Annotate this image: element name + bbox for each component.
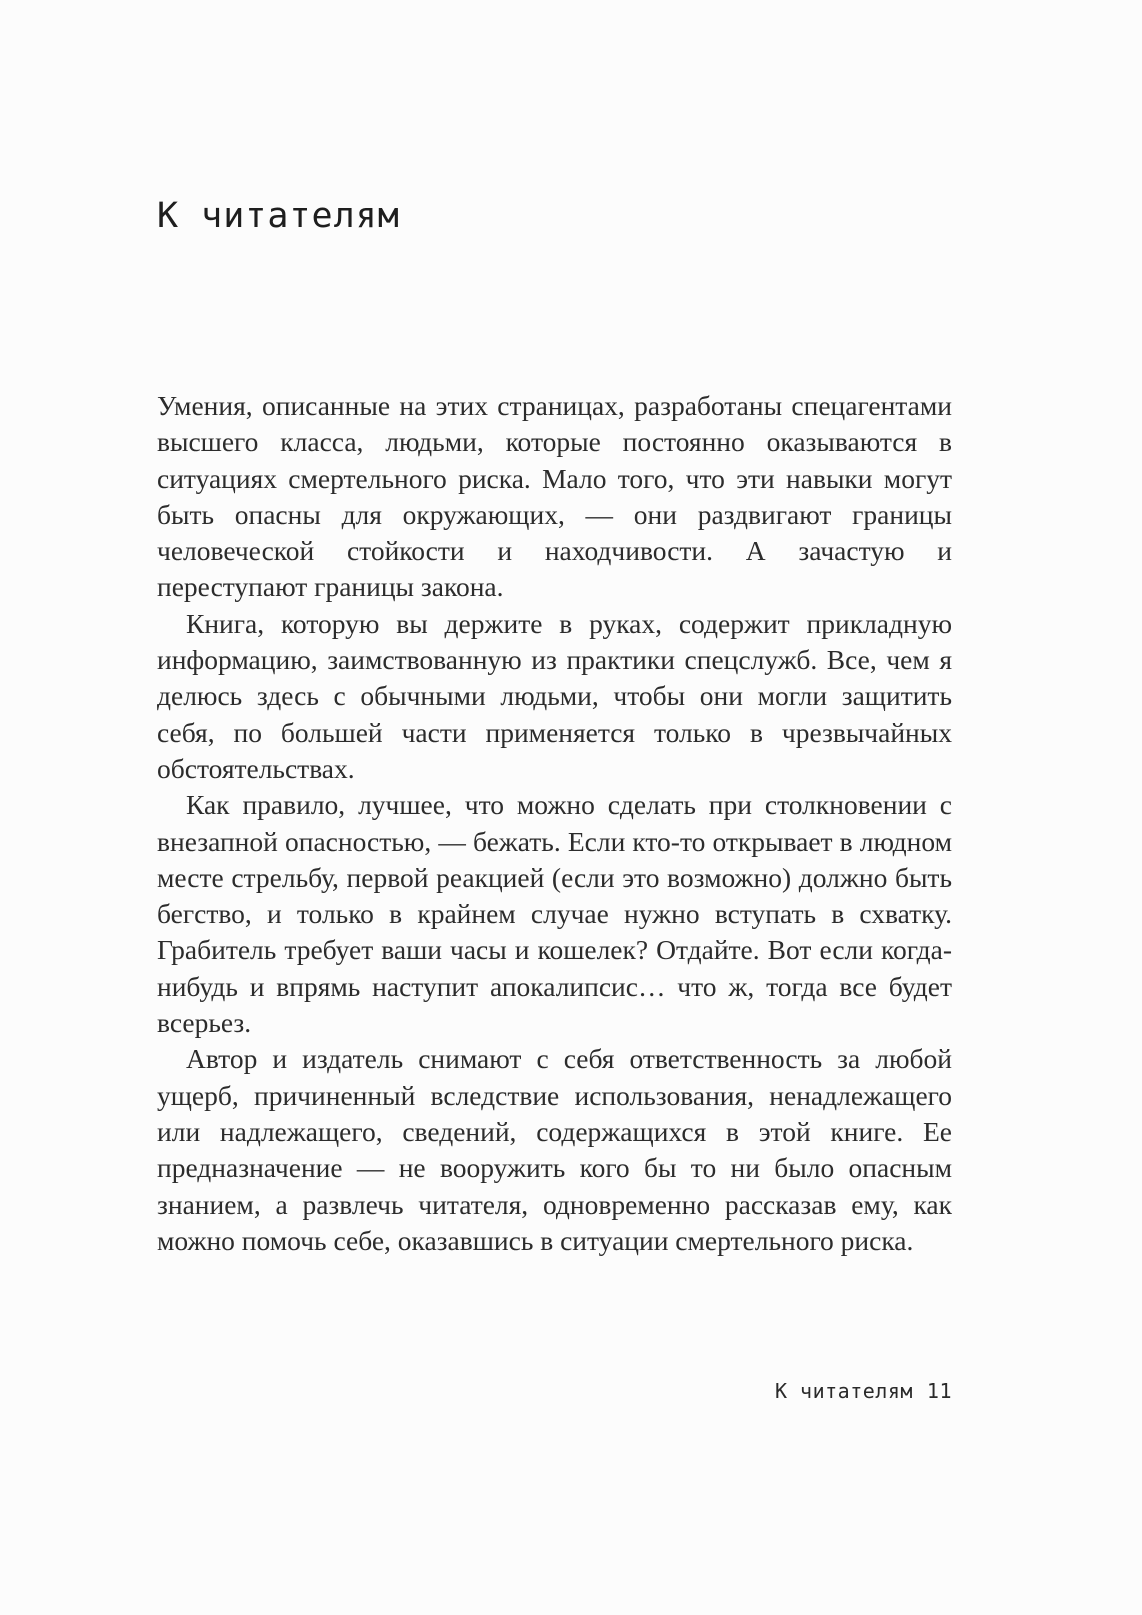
chapter-title: К читателям (157, 196, 400, 236)
running-title: К читателям (774, 1379, 913, 1403)
running-footer (730, 1379, 952, 1403)
paragraph: Автор и издатель снимают с себя ответственность за любой ущерб, причиненный вследствие использования, ненадлежащего или надлежащего, сведений, содержащихся в этой книге. Ее предназначение — не вооружить кого бы то ни было опасным знанием, а развлечь читателя, одновременно рассказав ему, как можно помочь себе, оказавшись в ситуации смертельного риска. (157, 1043, 952, 1256)
paragraph: Как правило, лучшее, что можно сделать при столкновении с внезапной опасностью, — бежать. Если кто-то открывает в людном месте стрельбу, первой реакцией (если это возможно) должно быть бегство, и только в крайнем случае нужно вступать в схватку. Грабитель требует ваши часы и кошелек? Отдайте. Вот если когда-нибудь и впрямь наступит апокалипсис… что ж, тогда все будет всерьез. (157, 789, 952, 1039)
paragraph: Книга, которую вы держите в руках, содержит прикладную информацию, заимствованную из практики спецслужб. Все, чем я делюсь здесь с обычными людьми, чтобы они могли защитить себя, по большей части применяется только в чрезвычайных обстоятельствах. (157, 607, 952, 784)
paragraph: Умения, описанные на этих страницах, разработаны спецагентами высшего класса, людьми, которые постоянно оказываются в ситуациях смертельного риска. Мало того, что эти навыки могут быть опасны для окружающих, — они раздвигают границы человеческой стойкости и находчивости. А зачастую и переступают границы закона. (157, 390, 952, 603)
body-text (157, 388, 952, 1259)
page-number: 11 (926, 1379, 952, 1403)
